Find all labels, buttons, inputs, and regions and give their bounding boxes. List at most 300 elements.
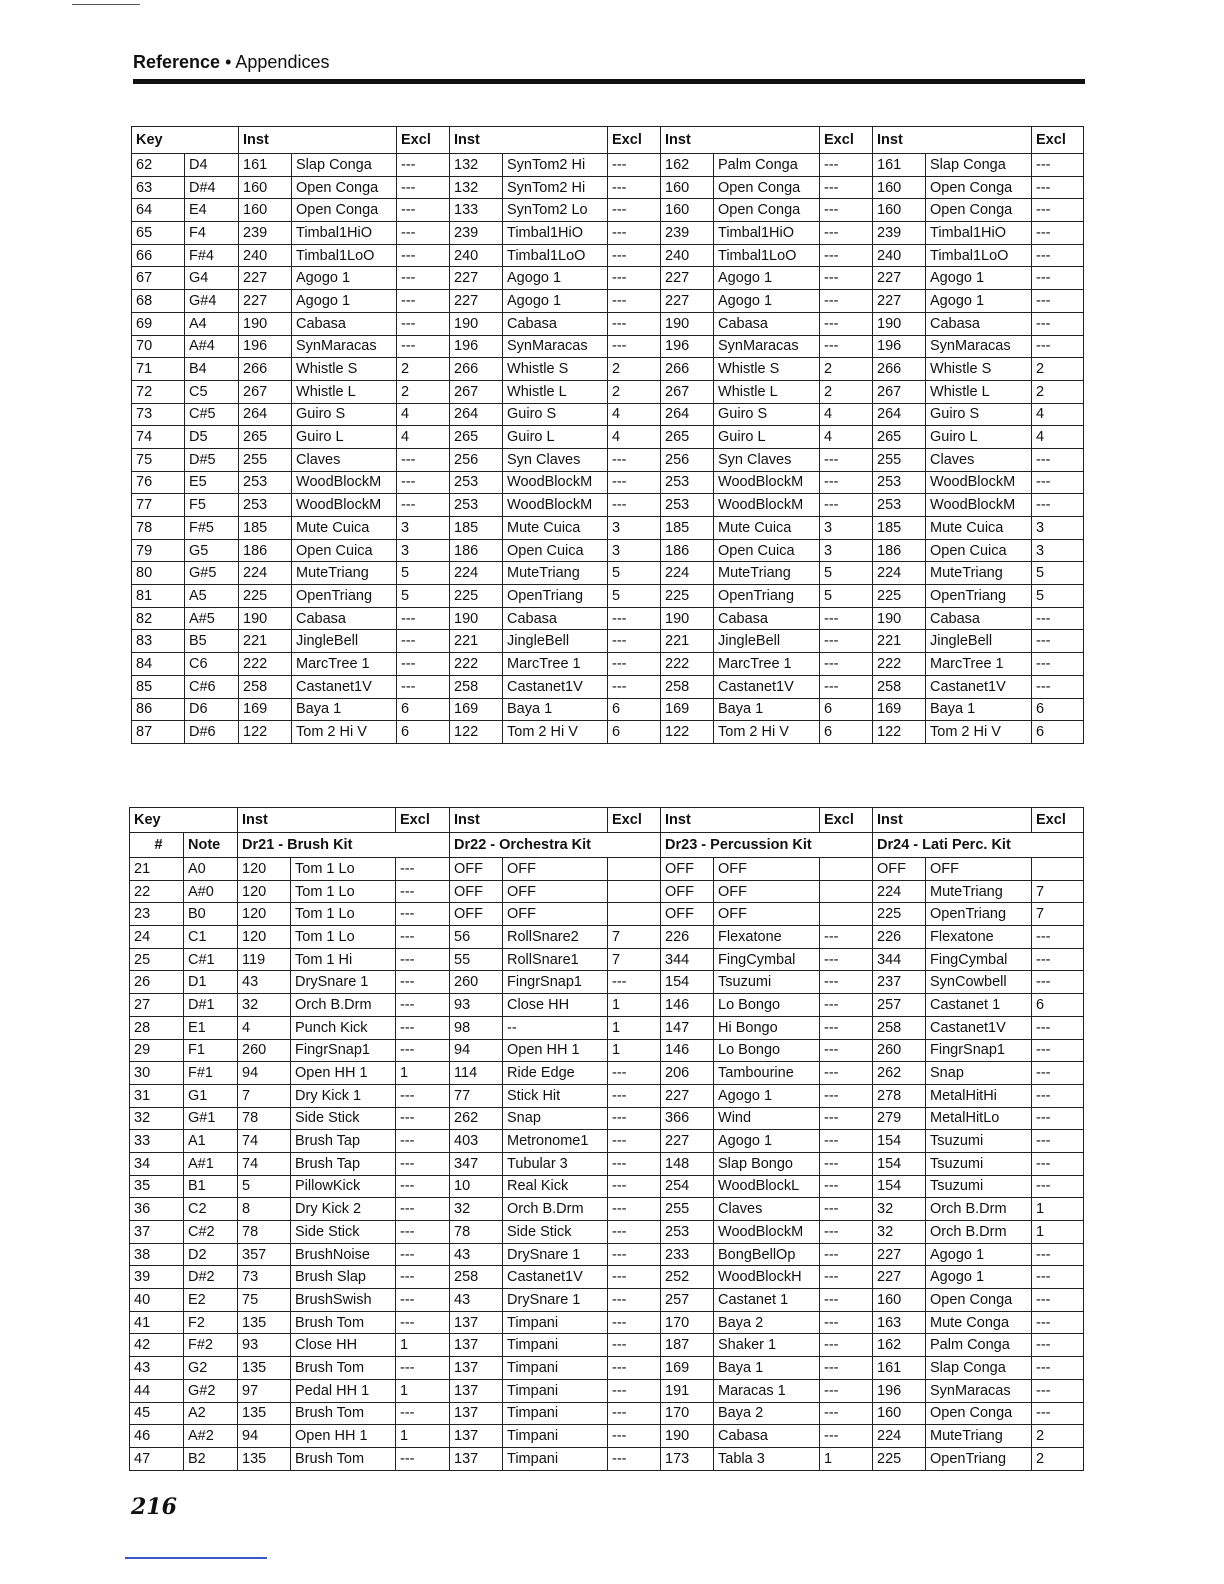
table-cell: Lo Bongo xyxy=(714,1039,820,1062)
table-cell: 227 xyxy=(661,1130,714,1153)
table-cell: 81 xyxy=(132,585,185,608)
table-cell: 4 xyxy=(820,426,873,449)
table-cell: 146 xyxy=(661,1039,714,1062)
table-cell: 137 xyxy=(450,1402,503,1425)
table-cell: SynMaracas xyxy=(926,1379,1032,1402)
table-cell: 6 xyxy=(1032,698,1084,721)
table-cell: 266 xyxy=(450,358,503,381)
table-cell: 222 xyxy=(239,653,292,676)
table-cell: Timbal1LoO xyxy=(503,244,608,267)
table-cell: 264 xyxy=(239,403,292,426)
table-row xyxy=(130,1402,1084,1425)
table-cell: --- xyxy=(396,948,450,971)
table-cell: Open Cuica xyxy=(714,539,820,562)
table-cell: --- xyxy=(1032,1016,1084,1039)
table-cell: Close HH xyxy=(503,994,608,1017)
table-cell: Metronome1 xyxy=(503,1130,608,1153)
table-cell: 93 xyxy=(238,1334,291,1357)
column-header: Excl xyxy=(397,127,450,154)
table-cell xyxy=(1032,858,1084,881)
table-row xyxy=(130,1062,1084,1085)
table-cell: 5 xyxy=(238,1175,291,1198)
table-cell: Castanet1V xyxy=(714,675,820,698)
table-cell: --- xyxy=(608,1289,661,1312)
table-cell: 6 xyxy=(397,721,450,744)
column-header: Excl xyxy=(1032,808,1084,833)
table-cell: 185 xyxy=(239,517,292,540)
table-cell: 161 xyxy=(873,154,926,177)
table-cell: Brush Slap xyxy=(291,1266,396,1289)
table-cell: OFF xyxy=(450,903,503,926)
table-cell: 69 xyxy=(132,312,185,335)
table-cell: Brush Tap xyxy=(291,1130,396,1153)
table-cell: B2 xyxy=(184,1447,238,1470)
table-cell: --- xyxy=(608,1425,661,1448)
table-cell: Open Conga xyxy=(292,199,397,222)
table-cell: --- xyxy=(608,1221,661,1244)
table-cell: 253 xyxy=(661,1221,714,1244)
table-cell: --- xyxy=(396,1152,450,1175)
table-cell: --- xyxy=(1032,1379,1084,1402)
table-cell: 23 xyxy=(130,903,184,926)
table-cell: --- xyxy=(820,1289,873,1312)
table-cell: 37 xyxy=(130,1221,184,1244)
table-row xyxy=(130,1334,1084,1357)
table-cell: 137 xyxy=(450,1311,503,1334)
table-cell: 154 xyxy=(873,1175,926,1198)
table-cell: 403 xyxy=(450,1130,503,1153)
table-cell: 2 xyxy=(397,380,450,403)
table-cell: 225 xyxy=(239,585,292,608)
column-header: Inst xyxy=(661,127,820,154)
table-cell: 267 xyxy=(661,380,714,403)
table-cell: 160 xyxy=(873,176,926,199)
table-cell: 2 xyxy=(1032,1425,1084,1448)
table-cell: --- xyxy=(397,154,450,177)
table-cell: 43 xyxy=(450,1243,503,1266)
table-cell: 258 xyxy=(873,1016,926,1039)
table-cell: --- xyxy=(608,1243,661,1266)
table-cell: 227 xyxy=(239,267,292,290)
table-cell: 3 xyxy=(820,517,873,540)
table-cell: OFF xyxy=(450,880,503,903)
table-cell: Tom 1 Lo xyxy=(291,926,396,949)
table-cell: Cabasa xyxy=(926,607,1032,630)
table-cell: 227 xyxy=(450,267,503,290)
table-cell: A#2 xyxy=(184,1425,238,1448)
table-cell: --- xyxy=(1032,1357,1084,1380)
table-cell: 266 xyxy=(239,358,292,381)
table-cell: --- xyxy=(396,1107,450,1130)
table-cell: Agogo 1 xyxy=(926,267,1032,290)
table-cell: Timpani xyxy=(503,1334,608,1357)
table-cell: --- xyxy=(820,290,873,313)
table-cell: 186 xyxy=(873,539,926,562)
table-cell: --- xyxy=(820,1357,873,1380)
table-cell: --- xyxy=(397,653,450,676)
table-cell: 67 xyxy=(132,267,185,290)
table-cell: OFF xyxy=(926,858,1032,881)
table-cell: --- xyxy=(396,858,450,881)
table-cell: --- xyxy=(396,1447,450,1470)
table-cell: 137 xyxy=(450,1357,503,1380)
table-cell: D#5 xyxy=(185,448,239,471)
table-cell: Dry Kick 1 xyxy=(291,1084,396,1107)
table-cell: --- xyxy=(608,199,661,222)
table-cell: Whistle L xyxy=(714,380,820,403)
table-cell: 43 xyxy=(238,971,291,994)
header-row xyxy=(130,808,1084,833)
table-cell: --- xyxy=(396,1084,450,1107)
table-cell: 154 xyxy=(873,1152,926,1175)
table-cell: 160 xyxy=(873,1289,926,1312)
table-cell: 74 xyxy=(238,1152,291,1175)
table-cell: --- xyxy=(396,1039,450,1062)
table-cell: Claves xyxy=(926,448,1032,471)
table-cell: G#4 xyxy=(185,290,239,313)
table-cell: SynMaracas xyxy=(503,335,608,358)
table-cell: --- xyxy=(608,1062,661,1085)
table-cell: G#1 xyxy=(184,1107,238,1130)
table-cell: --- xyxy=(820,176,873,199)
table-cell: 196 xyxy=(661,335,714,358)
table-cell: --- xyxy=(1032,653,1084,676)
subheader-number: # xyxy=(130,833,184,858)
table-cell: 77 xyxy=(132,494,185,517)
table-cell: JingleBell xyxy=(503,630,608,653)
table-cell: 160 xyxy=(661,176,714,199)
table-cell: 4 xyxy=(820,403,873,426)
table-cell: Mute Cuica xyxy=(926,517,1032,540)
table-row xyxy=(130,1266,1084,1289)
table-cell: RollSnare1 xyxy=(503,948,608,971)
table-row xyxy=(132,380,1084,403)
table-cell: Dry Kick 2 xyxy=(291,1198,396,1221)
table-cell: Baya 1 xyxy=(926,698,1032,721)
table-cell: 227 xyxy=(661,290,714,313)
table-cell: 34 xyxy=(130,1152,184,1175)
table-row xyxy=(132,358,1084,381)
table-cell: 154 xyxy=(661,971,714,994)
table-cell: 190 xyxy=(873,312,926,335)
table-cell: --- xyxy=(1032,244,1084,267)
table-cell: F2 xyxy=(184,1311,238,1334)
table-cell: 46 xyxy=(130,1425,184,1448)
table-cell: Slap Conga xyxy=(926,1357,1032,1380)
table-cell: SynTom2 Hi xyxy=(503,176,608,199)
table-cell: Brush Tom xyxy=(291,1447,396,1470)
table-cell: JingleBell xyxy=(926,630,1032,653)
table-cell: 63 xyxy=(132,176,185,199)
table-cell: 254 xyxy=(661,1175,714,1198)
table-cell: Brush Tom xyxy=(291,1311,396,1334)
table-cell: 239 xyxy=(450,222,503,245)
table-row xyxy=(130,1221,1084,1244)
kit-name-row xyxy=(130,833,1084,858)
table-cell: 43 xyxy=(130,1357,184,1380)
table-cell: Orch B.Drm xyxy=(926,1198,1032,1221)
table-cell: --- xyxy=(608,154,661,177)
table-cell: --- xyxy=(608,494,661,517)
table-cell: OFF xyxy=(714,880,820,903)
table-row xyxy=(132,244,1084,267)
table-cell: Timbal1LoO xyxy=(714,244,820,267)
table-cell: 29 xyxy=(130,1039,184,1062)
table-cell: 66 xyxy=(132,244,185,267)
table-cell: --- xyxy=(820,199,873,222)
table-cell: 357 xyxy=(238,1243,291,1266)
table-cell: 196 xyxy=(239,335,292,358)
table-cell: OpenTriang xyxy=(503,585,608,608)
table-cell: Tom 1 Lo xyxy=(291,880,396,903)
table-cell: SynMaracas xyxy=(714,335,820,358)
table-cell: Open HH 1 xyxy=(291,1425,396,1448)
table-cell: 4 xyxy=(397,426,450,449)
table-cell: 77 xyxy=(450,1084,503,1107)
table-cell: 227 xyxy=(873,267,926,290)
table-cell: 160 xyxy=(873,199,926,222)
table-cell: Open HH 1 xyxy=(503,1039,608,1062)
table-cell: Pedal HH 1 xyxy=(291,1379,396,1402)
table-cell: Tom 1 Lo xyxy=(291,858,396,881)
table-cell: 227 xyxy=(873,290,926,313)
table-cell: --- xyxy=(608,1107,661,1130)
table-cell: Castanet1V xyxy=(503,675,608,698)
table-cell: --- xyxy=(397,607,450,630)
table-cell: --- xyxy=(1032,1107,1084,1130)
table-cell: --- xyxy=(820,1084,873,1107)
table-row xyxy=(130,880,1084,903)
table-cell: 32 xyxy=(873,1198,926,1221)
table-cell: Agogo 1 xyxy=(714,1130,820,1153)
table-cell: 186 xyxy=(450,539,503,562)
column-header: Inst xyxy=(450,808,608,833)
table-cell: 79 xyxy=(132,539,185,562)
table-cell: 3 xyxy=(397,517,450,540)
table-cell: --- xyxy=(820,222,873,245)
table-cell: 224 xyxy=(873,1425,926,1448)
table-cell: Timpani xyxy=(503,1311,608,1334)
subheader-note: Note xyxy=(184,833,238,858)
table-cell: 70 xyxy=(132,335,185,358)
table-cell: 4 xyxy=(238,1016,291,1039)
table-row xyxy=(130,1152,1084,1175)
table-cell: 224 xyxy=(873,562,926,585)
table-cell: Open Conga xyxy=(926,176,1032,199)
table-cell: --- xyxy=(608,1130,661,1153)
table-cell: 3 xyxy=(397,539,450,562)
page-header xyxy=(133,52,329,73)
table-cell: MuteTriang xyxy=(292,562,397,585)
table-cell: Timpani xyxy=(503,1447,608,1470)
table-cell: A5 xyxy=(185,585,239,608)
table-cell xyxy=(608,858,661,881)
table-cell: OFF xyxy=(661,858,714,881)
table-cell: --- xyxy=(397,335,450,358)
table-cell: F#5 xyxy=(185,517,239,540)
table-cell: 4 xyxy=(1032,403,1084,426)
table-cell: --- xyxy=(820,1379,873,1402)
table-cell: --- xyxy=(397,312,450,335)
table-cell: 190 xyxy=(661,607,714,630)
table-cell: 260 xyxy=(873,1039,926,1062)
table-cell: Syn Claves xyxy=(714,448,820,471)
table-cell: 2 xyxy=(1032,1447,1084,1470)
kit-name: Dr23 - Percussion Kit xyxy=(661,833,873,858)
table-cell: --- xyxy=(397,675,450,698)
table-cell: F1 xyxy=(184,1039,238,1062)
table-row xyxy=(132,585,1084,608)
table-cell: 2 xyxy=(608,358,661,381)
table-row xyxy=(130,858,1084,881)
table-cell: --- xyxy=(1032,630,1084,653)
table-cell: G4 xyxy=(185,267,239,290)
table-cell: 206 xyxy=(661,1062,714,1085)
table-cell: FingrSnap1 xyxy=(291,1039,396,1062)
table-cell: 5 xyxy=(1032,562,1084,585)
table-cell: D4 xyxy=(185,154,239,177)
table-cell: Baya 1 xyxy=(292,698,397,721)
table-cell: --- xyxy=(396,1198,450,1221)
table-cell: --- xyxy=(820,312,873,335)
table-cell: Lo Bongo xyxy=(714,994,820,1017)
table-cell: 56 xyxy=(450,926,503,949)
table-cell: --- xyxy=(1032,199,1084,222)
table-cell: Open Conga xyxy=(926,1289,1032,1312)
table-cell: 239 xyxy=(661,222,714,245)
table-cell: Mute Cuica xyxy=(503,517,608,540)
table-cell: --- xyxy=(397,176,450,199)
table-cell: OpenTriang xyxy=(714,585,820,608)
table-cell: 78 xyxy=(238,1221,291,1244)
table-cell: Brush Tap xyxy=(291,1152,396,1175)
table-cell: 27 xyxy=(130,994,184,1017)
table-cell: MuteTriang xyxy=(503,562,608,585)
table-cell: 4 xyxy=(608,403,661,426)
table-cell: 6 xyxy=(608,721,661,744)
column-header: Inst xyxy=(873,127,1032,154)
table-row xyxy=(130,971,1084,994)
table-row xyxy=(132,267,1084,290)
table-cell: F#1 xyxy=(184,1062,238,1085)
table-cell: 2 xyxy=(1032,358,1084,381)
table-cell: 190 xyxy=(239,312,292,335)
table-row xyxy=(132,539,1084,562)
table-cell: RollSnare2 xyxy=(503,926,608,949)
table-cell: Slap Conga xyxy=(292,154,397,177)
table-cell: 2 xyxy=(820,380,873,403)
table-cell: D2 xyxy=(184,1243,238,1266)
table-cell: Guiro S xyxy=(926,403,1032,426)
table-row xyxy=(132,222,1084,245)
table-cell: Tom 1 Lo xyxy=(291,903,396,926)
table-cell: A#5 xyxy=(185,607,239,630)
table-cell: Claves xyxy=(292,448,397,471)
table-cell: --- xyxy=(608,630,661,653)
table-cell: Agogo 1 xyxy=(926,1243,1032,1266)
table-cell: --- xyxy=(396,1357,450,1380)
table-cell: Timpani xyxy=(503,1379,608,1402)
table-row xyxy=(130,1425,1084,1448)
table-cell: FingrSnap1 xyxy=(926,1039,1032,1062)
table-cell: 22 xyxy=(130,880,184,903)
table-cell: 86 xyxy=(132,698,185,721)
column-header: Excl xyxy=(608,808,661,833)
table-cell: --- xyxy=(820,1039,873,1062)
table-cell: WoodBlockM xyxy=(926,471,1032,494)
table-cell xyxy=(820,858,873,881)
table-cell: DrySnare 1 xyxy=(503,1289,608,1312)
table-cell: 160 xyxy=(239,199,292,222)
table-cell: 94 xyxy=(450,1039,503,1062)
kit-name: Dr22 - Orchestra Kit xyxy=(450,833,661,858)
table-cell: Baya 1 xyxy=(714,698,820,721)
table-cell: 190 xyxy=(450,607,503,630)
table-cell: Guiro S xyxy=(292,403,397,426)
table-cell: --- xyxy=(1032,1289,1084,1312)
table-cell: Whistle S xyxy=(503,358,608,381)
table-cell: 253 xyxy=(661,494,714,517)
table-cell: 344 xyxy=(873,948,926,971)
table-cell: Guiro L xyxy=(926,426,1032,449)
table-cell: DrySnare 1 xyxy=(503,1243,608,1266)
table-row xyxy=(132,176,1084,199)
table-cell: Guiro S xyxy=(714,403,820,426)
table-cell: 225 xyxy=(873,1447,926,1470)
kit-name: Dr21 - Brush Kit xyxy=(238,833,450,858)
table-cell: D#2 xyxy=(184,1266,238,1289)
table-cell: B0 xyxy=(184,903,238,926)
column-header: Key xyxy=(132,127,239,154)
table-cell: F#2 xyxy=(184,1334,238,1357)
table-cell: C2 xyxy=(184,1198,238,1221)
table-cell: --- xyxy=(608,1447,661,1470)
table-cell: 252 xyxy=(661,1266,714,1289)
table-cell: 135 xyxy=(238,1402,291,1425)
table-cell: 35 xyxy=(130,1175,184,1198)
table-cell: --- xyxy=(820,1062,873,1085)
table-cell: 4 xyxy=(1032,426,1084,449)
table-cell: --- xyxy=(1032,971,1084,994)
table-cell: 62 xyxy=(132,154,185,177)
table-cell: 224 xyxy=(661,562,714,585)
table-cell: --- xyxy=(820,971,873,994)
table-row xyxy=(130,948,1084,971)
table-cell: --- xyxy=(1032,290,1084,313)
table-cell: 65 xyxy=(132,222,185,245)
table-cell: Cabasa xyxy=(292,312,397,335)
table-cell xyxy=(608,903,661,926)
table-cell: 132 xyxy=(450,176,503,199)
table-row xyxy=(130,994,1084,1017)
table-cell: 221 xyxy=(873,630,926,653)
table-cell: SynMaracas xyxy=(292,335,397,358)
table-cell: --- xyxy=(820,994,873,1017)
table-cell: Agogo 1 xyxy=(292,290,397,313)
table-cell: --- xyxy=(1032,222,1084,245)
table-cell: OpenTriang xyxy=(926,1447,1032,1470)
table-row xyxy=(132,335,1084,358)
table-cell: --- xyxy=(820,448,873,471)
table-cell: Palm Conga xyxy=(926,1334,1032,1357)
table-cell: E2 xyxy=(184,1289,238,1312)
table-cell: --- xyxy=(1032,1311,1084,1334)
table-cell: 160 xyxy=(239,176,292,199)
table-cell: 2 xyxy=(820,358,873,381)
table-cell: --- xyxy=(608,471,661,494)
table-cell: D#4 xyxy=(185,176,239,199)
table-cell: 43 xyxy=(450,1289,503,1312)
